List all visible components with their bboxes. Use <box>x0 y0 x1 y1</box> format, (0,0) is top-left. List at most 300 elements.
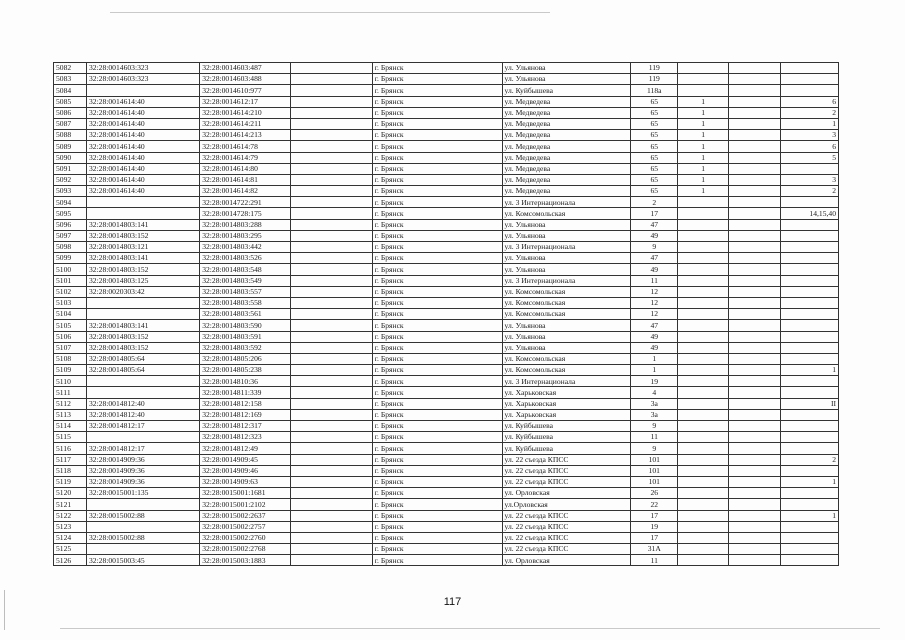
house-number: 4 <box>631 387 678 398</box>
house-number: 11 <box>631 555 678 566</box>
object-cadastral-number: 32:28:0014909:63 <box>200 476 291 487</box>
apartment-number <box>780 74 838 85</box>
blank-cell-2 <box>728 555 780 566</box>
city: г. Брянск <box>372 63 502 74</box>
street: ул. Харьковская <box>502 398 631 409</box>
building-number <box>678 242 729 253</box>
apartment-number <box>780 421 838 432</box>
house-number: 3а <box>631 398 678 409</box>
object-cadastral-number: 32:28:0014614:80 <box>200 163 291 174</box>
page-number: 117 <box>443 596 462 608</box>
apartment-number <box>780 432 838 443</box>
row-number: 5126 <box>54 555 87 566</box>
blank-cell <box>291 342 372 353</box>
table-row <box>54 320 839 331</box>
street: ул. Ульянова <box>502 264 631 275</box>
row-number: 5097 <box>54 230 87 241</box>
row-number: 5084 <box>54 85 87 96</box>
apartment-number <box>780 309 838 320</box>
table-row <box>54 152 839 163</box>
street: ул. Ульянова <box>502 253 631 264</box>
building-number <box>678 409 729 420</box>
city: г. Брянск <box>372 331 502 342</box>
blank-cell <box>291 219 372 230</box>
blank-cell-2 <box>728 476 780 487</box>
house-number: 1 <box>631 353 678 364</box>
street: ул. Ульянова <box>502 342 631 353</box>
land-cadastral-number: 32:28:0014909:36 <box>86 454 199 465</box>
table-row <box>54 74 839 85</box>
object-cadastral-number: 32:28:0014803:442 <box>200 242 291 253</box>
object-cadastral-number: 32:28:0015002:2637 <box>200 510 291 521</box>
object-cadastral-number: 32:28:0014803:549 <box>200 275 291 286</box>
city: г. Брянск <box>372 242 502 253</box>
row-number: 5099 <box>54 253 87 264</box>
street: ул. Ульянова <box>502 74 631 85</box>
city: г. Брянск <box>372 85 502 96</box>
house-number: 12 <box>631 297 678 308</box>
building-number <box>678 342 729 353</box>
land-cadastral-number: 32:28:0014803:141 <box>86 219 199 230</box>
row-number: 5085 <box>54 96 87 107</box>
building-number <box>678 85 729 96</box>
street: ул. Куйбышева <box>502 421 631 432</box>
table-row <box>54 186 839 197</box>
object-cadastral-number: 32:28:0014805:238 <box>200 365 291 376</box>
scan-artifact-bottom <box>60 628 880 629</box>
street: ул. Медведева <box>502 186 631 197</box>
building-number <box>678 499 729 510</box>
object-cadastral-number: 32:28:0014614:78 <box>200 141 291 152</box>
blank-cell <box>291 476 372 487</box>
city: г. Брянск <box>372 488 502 499</box>
land-cadastral-number: 32:28:0014812:40 <box>86 409 199 420</box>
street: ул.Орловская <box>502 499 631 510</box>
building-number <box>678 197 729 208</box>
blank-cell-2 <box>728 376 780 387</box>
land-cadastral-number <box>86 521 199 532</box>
blank-cell <box>291 488 372 499</box>
table-row <box>54 208 839 219</box>
blank-cell-2 <box>728 353 780 364</box>
street: ул. Медведева <box>502 107 631 118</box>
street: ул. Харьковская <box>502 387 631 398</box>
house-number: 11 <box>631 275 678 286</box>
apartment-number <box>780 320 838 331</box>
blank-cell-2 <box>728 320 780 331</box>
city: г. Брянск <box>372 320 502 331</box>
house-number: 118а <box>631 85 678 96</box>
blank-cell-2 <box>728 163 780 174</box>
blank-cell-2 <box>728 275 780 286</box>
table-row <box>54 163 839 174</box>
apartment-number: II <box>780 398 838 409</box>
house-number: 22 <box>631 499 678 510</box>
street: ул. Комсомольская <box>502 208 631 219</box>
table-row <box>54 532 839 543</box>
table-row <box>54 230 839 241</box>
object-cadastral-number: 32:28:0014803:590 <box>200 320 291 331</box>
apartment-number <box>780 85 838 96</box>
blank-cell-2 <box>728 432 780 443</box>
city: г. Брянск <box>372 264 502 275</box>
apartment-number: 2 <box>780 186 838 197</box>
building-number <box>678 510 729 521</box>
blank-cell-2 <box>728 488 780 499</box>
blank-cell <box>291 320 372 331</box>
land-cadastral-number: 32:28:0015002:88 <box>86 532 199 543</box>
row-number: 5110 <box>54 376 87 387</box>
object-cadastral-number: 32:28:0014603:488 <box>200 74 291 85</box>
house-number: 17 <box>631 510 678 521</box>
object-cadastral-number: 32:28:0014614:81 <box>200 174 291 185</box>
table-row <box>54 342 839 353</box>
building-number <box>678 331 729 342</box>
blank-cell <box>291 309 372 320</box>
city: г. Брянск <box>372 544 502 555</box>
apartment-number: 2 <box>780 454 838 465</box>
table-row <box>54 118 839 129</box>
street: ул. 22 съезда КПСС <box>502 454 631 465</box>
land-cadastral-number: 32:28:0014803:141 <box>86 253 199 264</box>
house-number: 65 <box>631 152 678 163</box>
land-cadastral-number: 32:28:0014614:40 <box>86 107 199 118</box>
city: г. Брянск <box>372 309 502 320</box>
object-cadastral-number: 32:28:0014614:79 <box>200 152 291 163</box>
blank-cell <box>291 253 372 264</box>
blank-cell <box>291 510 372 521</box>
land-cadastral-number <box>86 376 199 387</box>
apartment-number: 3 <box>780 174 838 185</box>
building-number <box>678 286 729 297</box>
land-cadastral-number: 32:28:0014812:40 <box>86 398 199 409</box>
row-number: 5095 <box>54 208 87 219</box>
table-row <box>54 443 839 454</box>
city: г. Брянск <box>372 141 502 152</box>
city: г. Брянск <box>372 130 502 141</box>
house-number: 65 <box>631 141 678 152</box>
house-number: 49 <box>631 342 678 353</box>
apartment-number <box>780 409 838 420</box>
street: ул. Комсомольская <box>502 309 631 320</box>
house-number: 49 <box>631 264 678 275</box>
apartment-number <box>780 499 838 510</box>
building-number <box>678 63 729 74</box>
blank-cell-2 <box>728 365 780 376</box>
land-cadastral-number <box>86 208 199 219</box>
apartment-number: 5 <box>780 152 838 163</box>
house-number: 26 <box>631 488 678 499</box>
object-cadastral-number: 32:28:0014803:548 <box>200 264 291 275</box>
building-number <box>678 309 729 320</box>
blank-cell-2 <box>728 186 780 197</box>
apartment-number: 1 <box>780 510 838 521</box>
apartment-number: 3 <box>780 130 838 141</box>
city: г. Брянск <box>372 163 502 174</box>
object-cadastral-number: 32:28:0014614:213 <box>200 130 291 141</box>
house-number: 47 <box>631 320 678 331</box>
building-number <box>678 253 729 264</box>
blank-cell <box>291 499 372 510</box>
blank-cell <box>291 96 372 107</box>
city: г. Брянск <box>372 476 502 487</box>
object-cadastral-number: 32:28:0014812:317 <box>200 421 291 432</box>
blank-cell <box>291 141 372 152</box>
apartment-number: 1 <box>780 365 838 376</box>
blank-cell <box>291 376 372 387</box>
house-number: 1 <box>631 365 678 376</box>
city: г. Брянск <box>372 443 502 454</box>
table-row <box>54 96 839 107</box>
house-number: 17 <box>631 208 678 219</box>
row-number: 5094 <box>54 197 87 208</box>
row-number: 5086 <box>54 107 87 118</box>
table-row <box>54 421 839 432</box>
object-cadastral-number: 32:28:0014722:291 <box>200 197 291 208</box>
apartment-number <box>780 63 838 74</box>
row-number: 5083 <box>54 74 87 85</box>
object-cadastral-number: 32:28:0014614:210 <box>200 107 291 118</box>
land-cadastral-number <box>86 309 199 320</box>
street: ул. 22 съезда КПСС <box>502 476 631 487</box>
land-cadastral-number: 32:28:0014803:121 <box>86 242 199 253</box>
land-cadastral-number: 32:28:0015002:88 <box>86 510 199 521</box>
blank-cell <box>291 521 372 532</box>
table-row <box>54 488 839 499</box>
land-cadastral-number: 32:28:0014614:40 <box>86 118 199 129</box>
blank-cell-2 <box>728 230 780 241</box>
city: г. Брянск <box>372 342 502 353</box>
row-number: 5102 <box>54 286 87 297</box>
building-number <box>678 398 729 409</box>
city: г. Брянск <box>372 353 502 364</box>
blank-cell <box>291 421 372 432</box>
object-cadastral-number: 32:28:0014614:82 <box>200 186 291 197</box>
land-cadastral-number: 32:28:0014803:152 <box>86 331 199 342</box>
city: г. Брянск <box>372 186 502 197</box>
street: ул. Ульянова <box>502 320 631 331</box>
city: г. Брянск <box>372 297 502 308</box>
street: ул. Комсомольская <box>502 297 631 308</box>
blank-cell <box>291 63 372 74</box>
blank-cell-2 <box>728 532 780 543</box>
blank-cell <box>291 74 372 85</box>
building-number: 1 <box>678 118 729 129</box>
apartment-number <box>780 488 838 499</box>
street: ул. Медведева <box>502 174 631 185</box>
building-number <box>678 353 729 364</box>
object-cadastral-number: 32:28:0014614:211 <box>200 118 291 129</box>
building-number <box>678 365 729 376</box>
object-cadastral-number: 32:28:0014603:487 <box>200 63 291 74</box>
row-number: 5120 <box>54 488 87 499</box>
land-cadastral-number: 32:28:0014614:40 <box>86 174 199 185</box>
apartment-number <box>780 555 838 566</box>
object-cadastral-number: 32:28:0014612:17 <box>200 96 291 107</box>
blank-cell <box>291 163 372 174</box>
row-number: 5114 <box>54 421 87 432</box>
object-cadastral-number: 32:28:0014803:295 <box>200 230 291 241</box>
blank-cell-2 <box>728 309 780 320</box>
street: ул. Харьковская <box>502 409 631 420</box>
land-cadastral-number: 32:28:0014803:152 <box>86 342 199 353</box>
land-cadastral-number <box>86 387 199 398</box>
object-cadastral-number: 32:28:0014803:557 <box>200 286 291 297</box>
object-cadastral-number: 32:28:0014803:558 <box>200 297 291 308</box>
building-number <box>678 208 729 219</box>
blank-cell-2 <box>728 74 780 85</box>
blank-cell <box>291 118 372 129</box>
city: г. Брянск <box>372 219 502 230</box>
street: ул. Орловская <box>502 555 631 566</box>
land-cadastral-number: 32:28:0014805:64 <box>86 353 199 364</box>
row-number: 5111 <box>54 387 87 398</box>
object-cadastral-number: 32:28:0014812:49 <box>200 443 291 454</box>
street: ул. Ульянова <box>502 331 631 342</box>
land-cadastral-number: 32:28:0015003:45 <box>86 555 199 566</box>
table-row <box>54 275 839 286</box>
city: г. Брянск <box>372 118 502 129</box>
building-number <box>678 521 729 532</box>
house-number: 101 <box>631 465 678 476</box>
row-number: 5089 <box>54 141 87 152</box>
table-row <box>54 309 839 320</box>
table-row <box>54 286 839 297</box>
street: ул. Комсомольская <box>502 286 631 297</box>
object-cadastral-number: 32:28:0014803:561 <box>200 309 291 320</box>
table-row <box>54 353 839 364</box>
table-row <box>54 510 839 521</box>
house-number: 3а <box>631 409 678 420</box>
blank-cell-2 <box>728 521 780 532</box>
object-cadastral-number: 32:28:0014610:977 <box>200 85 291 96</box>
object-cadastral-number: 32:28:0014811:339 <box>200 387 291 398</box>
blank-cell <box>291 186 372 197</box>
land-cadastral-number: 32:28:0014803:152 <box>86 264 199 275</box>
apartment-number <box>780 219 838 230</box>
table-row <box>54 409 839 420</box>
row-number: 5105 <box>54 320 87 331</box>
building-number <box>678 555 729 566</box>
house-number: 49 <box>631 331 678 342</box>
object-cadastral-number: 32:28:0015002:2768 <box>200 544 291 555</box>
blank-cell-2 <box>728 219 780 230</box>
house-number: 49 <box>631 230 678 241</box>
street: ул. Куйбышева <box>502 443 631 454</box>
table-row <box>54 454 839 465</box>
blank-cell-2 <box>728 197 780 208</box>
blank-cell-2 <box>728 85 780 96</box>
row-number: 5096 <box>54 219 87 230</box>
street: ул. Медведева <box>502 96 631 107</box>
building-number <box>678 432 729 443</box>
land-cadastral-number: 32:28:0014614:40 <box>86 130 199 141</box>
row-number: 5115 <box>54 432 87 443</box>
blank-cell-2 <box>728 342 780 353</box>
building-number: 1 <box>678 186 729 197</box>
table-row <box>54 130 839 141</box>
city: г. Брянск <box>372 499 502 510</box>
house-number: 12 <box>631 286 678 297</box>
blank-cell-2 <box>728 544 780 555</box>
land-cadastral-number: 32:28:0014812:17 <box>86 421 199 432</box>
city: г. Брянск <box>372 465 502 476</box>
row-number: 5106 <box>54 331 87 342</box>
land-cadastral-number <box>86 432 199 443</box>
house-number: 9 <box>631 443 678 454</box>
row-number: 5101 <box>54 275 87 286</box>
land-cadastral-number <box>86 85 199 96</box>
street: ул. 22 съезда КПСС <box>502 510 631 521</box>
row-number: 5122 <box>54 510 87 521</box>
house-number: 65 <box>631 107 678 118</box>
city: г. Брянск <box>372 376 502 387</box>
apartment-number <box>780 544 838 555</box>
scan-artifact-top <box>110 12 550 13</box>
blank-cell <box>291 297 372 308</box>
table-row <box>54 219 839 230</box>
land-cadastral-number: 32:28:0014812:17 <box>86 443 199 454</box>
row-number: 5091 <box>54 163 87 174</box>
table-row <box>54 63 839 74</box>
house-number: 65 <box>631 130 678 141</box>
blank-cell <box>291 130 372 141</box>
blank-cell <box>291 242 372 253</box>
land-cadastral-number: 32:28:0014909:36 <box>86 465 199 476</box>
street: ул. 22 съезда КПСС <box>502 544 631 555</box>
land-cadastral-number: 32:28:0014614:40 <box>86 163 199 174</box>
blank-cell-2 <box>728 398 780 409</box>
street: ул. Медведева <box>502 163 631 174</box>
object-cadastral-number: 32:28:0014803:591 <box>200 331 291 342</box>
city: г. Брянск <box>372 555 502 566</box>
table-row <box>54 85 839 96</box>
table-row <box>54 242 839 253</box>
object-cadastral-number: 32:28:0014810:36 <box>200 376 291 387</box>
blank-cell <box>291 264 372 275</box>
building-number: 1 <box>678 141 729 152</box>
row-number: 5119 <box>54 476 87 487</box>
row-number: 5118 <box>54 465 87 476</box>
apartment-number <box>780 387 838 398</box>
house-number: 17 <box>631 532 678 543</box>
building-number: 1 <box>678 96 729 107</box>
city: г. Брянск <box>372 432 502 443</box>
house-number: 19 <box>631 376 678 387</box>
blank-cell <box>291 365 372 376</box>
apartment-number: 2 <box>780 107 838 118</box>
row-number: 5117 <box>54 454 87 465</box>
row-number: 5090 <box>54 152 87 163</box>
blank-cell <box>291 208 372 219</box>
city: г. Брянск <box>372 521 502 532</box>
house-number: 65 <box>631 163 678 174</box>
blank-cell-2 <box>728 130 780 141</box>
table-row <box>54 264 839 275</box>
land-cadastral-number: 32:28:0014603:323 <box>86 63 199 74</box>
blank-cell <box>291 286 372 297</box>
city: г. Брянск <box>372 174 502 185</box>
apartment-number <box>780 286 838 297</box>
blank-cell <box>291 443 372 454</box>
table-row <box>54 297 839 308</box>
land-cadastral-number: 32:28:0020303:42 <box>86 286 199 297</box>
blank-cell-2 <box>728 331 780 342</box>
building-number <box>678 476 729 487</box>
table-row <box>54 398 839 409</box>
land-cadastral-number: 32:28:0014803:125 <box>86 275 199 286</box>
blank-cell <box>291 409 372 420</box>
